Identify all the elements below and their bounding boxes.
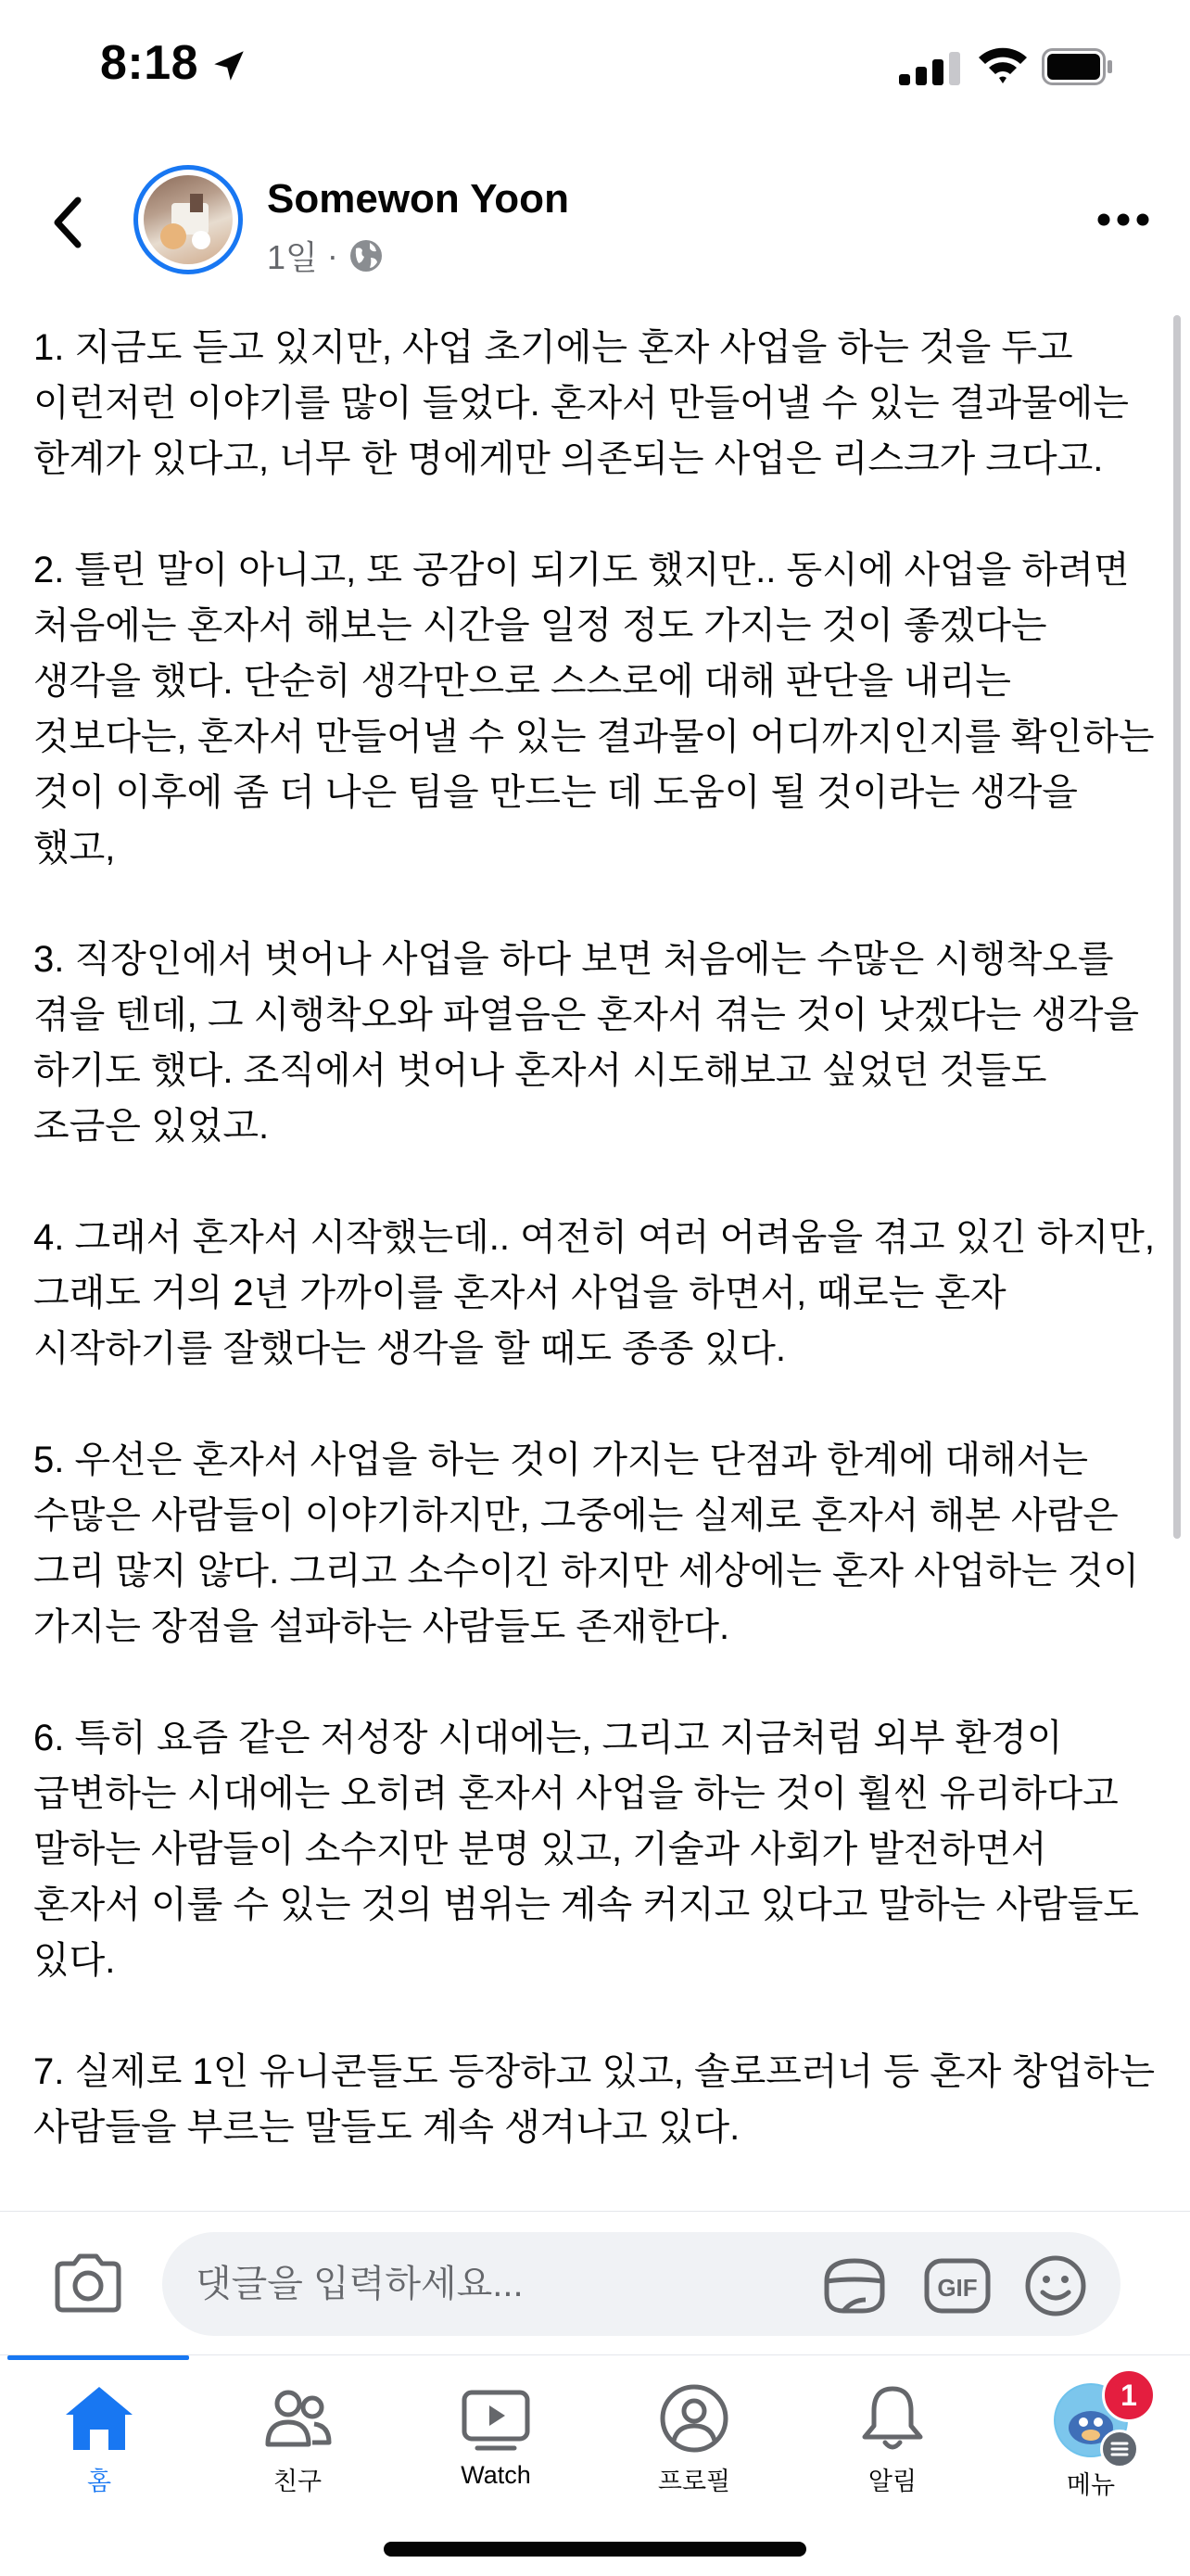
meta-separator: · [326, 235, 338, 274]
tab-home[interactable] [0, 2383, 198, 2513]
tab-home-label: 홈 [86, 2468, 112, 2495]
friends-icon [260, 2383, 335, 2454]
active-tab-indicator [7, 2355, 189, 2360]
bell-icon [855, 2383, 930, 2454]
tab-notifications[interactable] [793, 2383, 992, 2513]
emoji-icon[interactable] [1023, 2253, 1088, 2318]
post-paragraph: 7. 실제로 1인 유니콘들도 등장하고 있고, 솔로프러너 등 혼자 창업하는 사람들을 부르는 말들도 계속 생겨나고 있다. [33, 2051, 1156, 2148]
chevron-left-icon [52, 197, 83, 248]
back-button[interactable] [44, 190, 91, 255]
author-name[interactable]: Somewon Yoon [267, 176, 569, 222]
location-arrow-icon [209, 46, 248, 85]
cellular-signal-icon [899, 52, 966, 85]
status-time: 8:18 [100, 36, 199, 90]
avatar-photo [144, 175, 233, 264]
post-meta [267, 232, 385, 279]
tab-menu[interactable] [992, 2379, 1190, 2513]
menu-lines-icon [1100, 2430, 1139, 2468]
more-dots-icon [1097, 213, 1149, 226]
battery-icon [1042, 48, 1114, 85]
post-paragraph: 5. 우선은 혼자서 사업을 하는 것이 가지는 단점과 한계에 대해서는 수많은 사람들이 이야기하지만, 그중에는 실제로 혼자서 해본 사람은 그리 많지 않다. 그리고 소수이긴 하지만 세상에는 혼자 사업하는 것이 가지는 장점을 설파하는 사람들도 존재한다. [33, 1440, 1140, 1647]
post-time[interactable]: 1일 [267, 238, 318, 276]
home-indicator[interactable] [384, 2542, 806, 2557]
comment-bar [0, 2211, 1190, 2355]
status-bar [0, 0, 1190, 139]
wifi-icon [977, 44, 1029, 85]
gif-button[interactable] [923, 2253, 992, 2318]
globe-icon [348, 237, 385, 274]
post-paragraph: 6. 특히 요즘 같은 저성장 시대에는, 그리고 지금처럼 외부 환경이 급변하는 시대에는 오히려 혼자서 사업을 하는 것이 훨씬 유리하다고 말하는 사람들이 소수지만 분명 있고, 기술과 사회가 발전하면서 혼자서 이룰 수 있는 것의 범위는 계속 커지고 있다고 말하는 사람들도 있다. [33, 1718, 1140, 1981]
post-body [33, 320, 1164, 2206]
more-options-button[interactable] [1094, 199, 1153, 240]
menu-avatar [1054, 2379, 1137, 2457]
notification-badge: 1 [1102, 2368, 1156, 2422]
tab-menu-label: 메뉴 [1066, 2471, 1116, 2499]
scrollbar[interactable] [1173, 315, 1181, 1539]
tab-profile-label: 프로필 [657, 2468, 731, 2495]
tab-friends[interactable] [198, 2383, 397, 2513]
camera-icon[interactable] [52, 2251, 124, 2316]
gif-label: GIF [937, 2274, 978, 2302]
author-avatar[interactable] [133, 165, 243, 274]
tab-friends-label: 친구 [272, 2468, 323, 2495]
tab-watch[interactable] [397, 2383, 595, 2513]
tab-watch-label: Watch [461, 2461, 531, 2489]
tab-profile[interactable] [595, 2383, 793, 2513]
post-paragraph: 3. 직장인에서 벗어나 사업을 하다 보면 처음에는 수많은 시행착오를 겪을 텐데, 그 시행착오와 파열음은 혼자서 겪는 것이 낫겠다는 생각을 하기도 했다. 조직에서 벗어나 혼자서 시도해보고 싶었던 것들도 조금은 있었고. [33, 939, 1140, 1147]
sticker-icon[interactable] [817, 2253, 892, 2318]
post-paragraph: 2. 틀린 말이 아니고, 또 공감이 되기도 했지만.. 동시에 사업을 하려면 처음에는 혼자서 해보는 시간을 일정 정도 가지는 것이 좋겠다는 생각을 했다. 단순히 생각만으로 스스로에 대해 판단을 내리는 것보다는, 혼자서 만들어낼 수 있는 결과물이 어디까지인지를 확인하는 것이 이후에 좀 더 나은 팀을 만드는 데 도움이 될 것이라는 생각을 했고, [33, 550, 1155, 869]
post-paragraph: 1. 지금도 듣고 있지만, 사업 초기에는 혼자 사업을 하는 것을 두고 이런저런 이야기를 많이 들었다. 혼자서 만들어낼 수 있는 결과물에는 한계가 있다고, 너무 한 명에게만 의존되는 사업은 리스크가 크다고. [33, 327, 1129, 479]
post-paragraph: 4. 그래서 혼자서 시작했는데.. 여전히 여러 어려움을 겪고 있긴 하지만, 그래도 거의 2년 가까이를 혼자서 사업을 하면서, 때로는 혼자 시작하기를 잘했다는 생각을 할 때도 종종 있다. [33, 1217, 1155, 1369]
home-icon [62, 2383, 136, 2454]
tab-notifications-label: 알림 [867, 2468, 918, 2495]
watch-icon [459, 2383, 533, 2454]
profile-icon [657, 2383, 731, 2454]
